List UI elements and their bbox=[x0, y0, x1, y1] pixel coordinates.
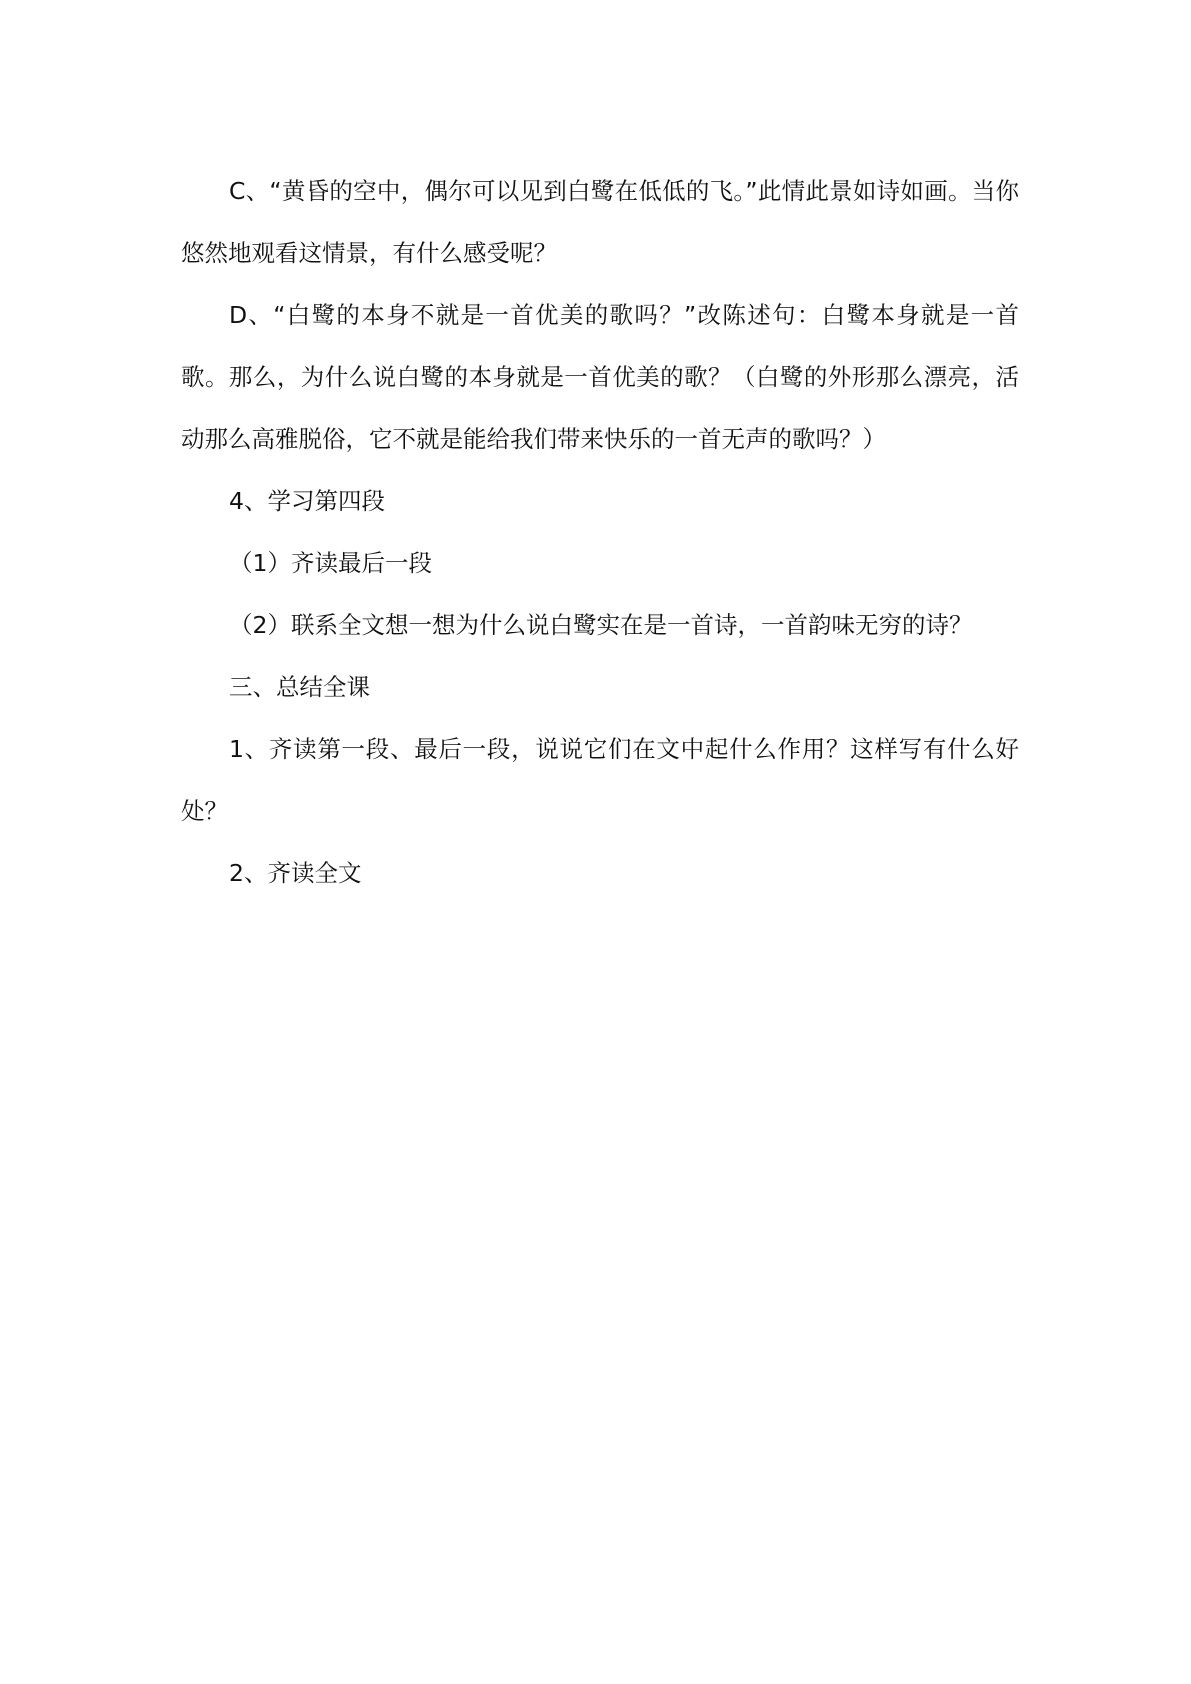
paragraph-step-4-heading: 4、学习第四段 bbox=[229, 487, 385, 515]
paragraph-step-4-item-1: （1）齐读最后一段 bbox=[229, 549, 432, 577]
section-heading-summary: 三、总结全课 bbox=[229, 673, 370, 701]
paragraph-step-4-item-2: （2）联系全文想一想为什么说白鹭实在是一首诗，一首韵味无穷的诗？ bbox=[229, 611, 973, 639]
paragraph-question-c: C、“黄昏的空中，偶尔可以见到白鹭在低低的飞。”此情此景如诗如画。当你悠然地观看这情景，有什么感受呢？ bbox=[181, 177, 1019, 267]
paragraph-summary-item-2: 2、齐读全文 bbox=[229, 859, 362, 887]
paragraph-summary-item-1: 1、齐读第一段、最后一段，说说它们在文中起什么作用？这样写有什么好处？ bbox=[181, 735, 1019, 825]
document-body bbox=[181, 160, 1019, 904]
paragraph-question-d: D、“白鹭的本身不就是一首优美的歌吗？”改陈述句：白鹭本身就是一首歌。那么，为什么说白鹭的本身就是一首优美的歌？（白鹭的外形那么漂亮，活动那么高雅脱俗，它不就是能给我们带来快乐的一首无声的歌吗？） bbox=[181, 301, 1019, 453]
